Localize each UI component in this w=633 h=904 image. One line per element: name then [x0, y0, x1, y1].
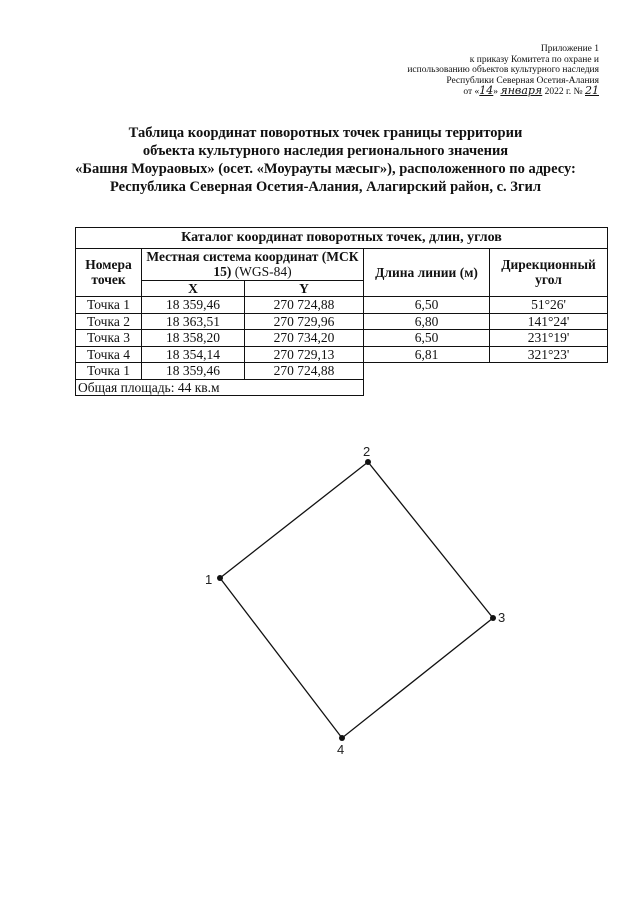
title-line-3: «Башня Моураовых» (осет. «Моурауты мæсыг»), расположенного по адресу: — [75, 161, 576, 177]
vertex-point-2 — [365, 459, 371, 465]
order-number: 21 — [585, 84, 599, 97]
appendix-committee-line: использованию объектов культурного наследия — [407, 65, 599, 75]
cell-length: 6,81 — [364, 346, 490, 363]
document-title — [40, 124, 611, 196]
table-row — [76, 313, 608, 330]
header-coordinate-system — [142, 248, 364, 280]
cell-x: 18 363,51 — [142, 313, 245, 330]
cell-angle: 141°24' — [490, 313, 608, 330]
header-points: Номера точек — [76, 248, 142, 297]
appendix-republic-line: Республики Северная Осетия-Алания — [446, 75, 599, 86]
header-angle: Дирекционный угол — [490, 248, 608, 297]
cell-point: Точка 1 — [76, 363, 142, 380]
header-y: Y — [245, 280, 364, 297]
cell-y: 270 729,13 — [245, 346, 364, 363]
vertex-point-4 — [339, 735, 345, 741]
table-row — [76, 330, 608, 347]
cell-length: 6,50 — [364, 330, 490, 347]
cell-x: 18 359,46 — [142, 363, 245, 380]
cell-y: 270 734,20 — [245, 330, 364, 347]
boundary-polygon — [220, 462, 493, 738]
table-row — [76, 346, 608, 363]
boundary-diagram — [190, 438, 520, 758]
vertex-point-1 — [217, 575, 223, 581]
date-month: января — [500, 84, 543, 97]
date-mid: » — [493, 87, 499, 97]
vertex-label-1: 1 — [205, 572, 213, 587]
cell-y: 270 724,88 — [245, 363, 364, 380]
cell-angle: 231°19' — [490, 330, 608, 347]
cell-y: 270 724,88 — [245, 297, 364, 314]
table-row — [76, 297, 608, 314]
header-length: Длина линии (м) — [364, 248, 490, 297]
vertex-point-3 — [490, 615, 496, 621]
coordinates-table — [75, 227, 608, 396]
header-coordinate-system-wgs: (WGS-84) — [234, 264, 292, 279]
vertex-label-4: 4 — [337, 742, 345, 757]
header-x: X — [142, 280, 245, 297]
appendix-order-line: к приказу Комитета по охране и — [469, 54, 599, 65]
vertex-label-2: 2 — [363, 444, 371, 459]
cell-point: Точка 3 — [76, 330, 142, 347]
title-line-2: объекта культурного наследия регионального значения — [142, 143, 509, 159]
total-area: Общая площадь: 44 кв.м — [76, 379, 364, 396]
title-line-4: Республика Северная Осетия-Алания, Алагирский район, с. Згил — [109, 179, 542, 195]
title-line-1: Таблица координат поворотных точек границы территории — [128, 125, 523, 141]
table-caption: Каталог координат поворотных точек, длин, углов — [76, 228, 608, 249]
cell-x: 18 359,46 — [142, 297, 245, 314]
date-prefix: от « — [463, 87, 480, 97]
date-year: 2022 г. № — [544, 87, 583, 97]
cell-angle: 321°23' — [490, 346, 608, 363]
appendix-date-line — [299, 86, 599, 98]
appendix-title: Приложение 1 — [540, 44, 599, 54]
cell-x: 18 354,14 — [142, 346, 245, 363]
cell-x: 18 358,20 — [142, 330, 245, 347]
header-coordinate-system-bold: Местная система координат (МСК 15) — [146, 248, 359, 279]
cell-length: 6,50 — [364, 297, 490, 314]
cell-point: Точка 4 — [76, 346, 142, 363]
cell-length: 6,80 — [364, 313, 490, 330]
cell-y: 270 729,96 — [245, 313, 364, 330]
cell-angle: 51°26' — [490, 297, 608, 314]
cell-point: Точка 2 — [76, 313, 142, 330]
cell-point: Точка 1 — [76, 297, 142, 314]
appendix-header — [299, 44, 599, 98]
table-row-closing — [76, 363, 608, 380]
date-day: 14 — [479, 84, 494, 97]
vertex-label-3: 3 — [498, 610, 506, 625]
